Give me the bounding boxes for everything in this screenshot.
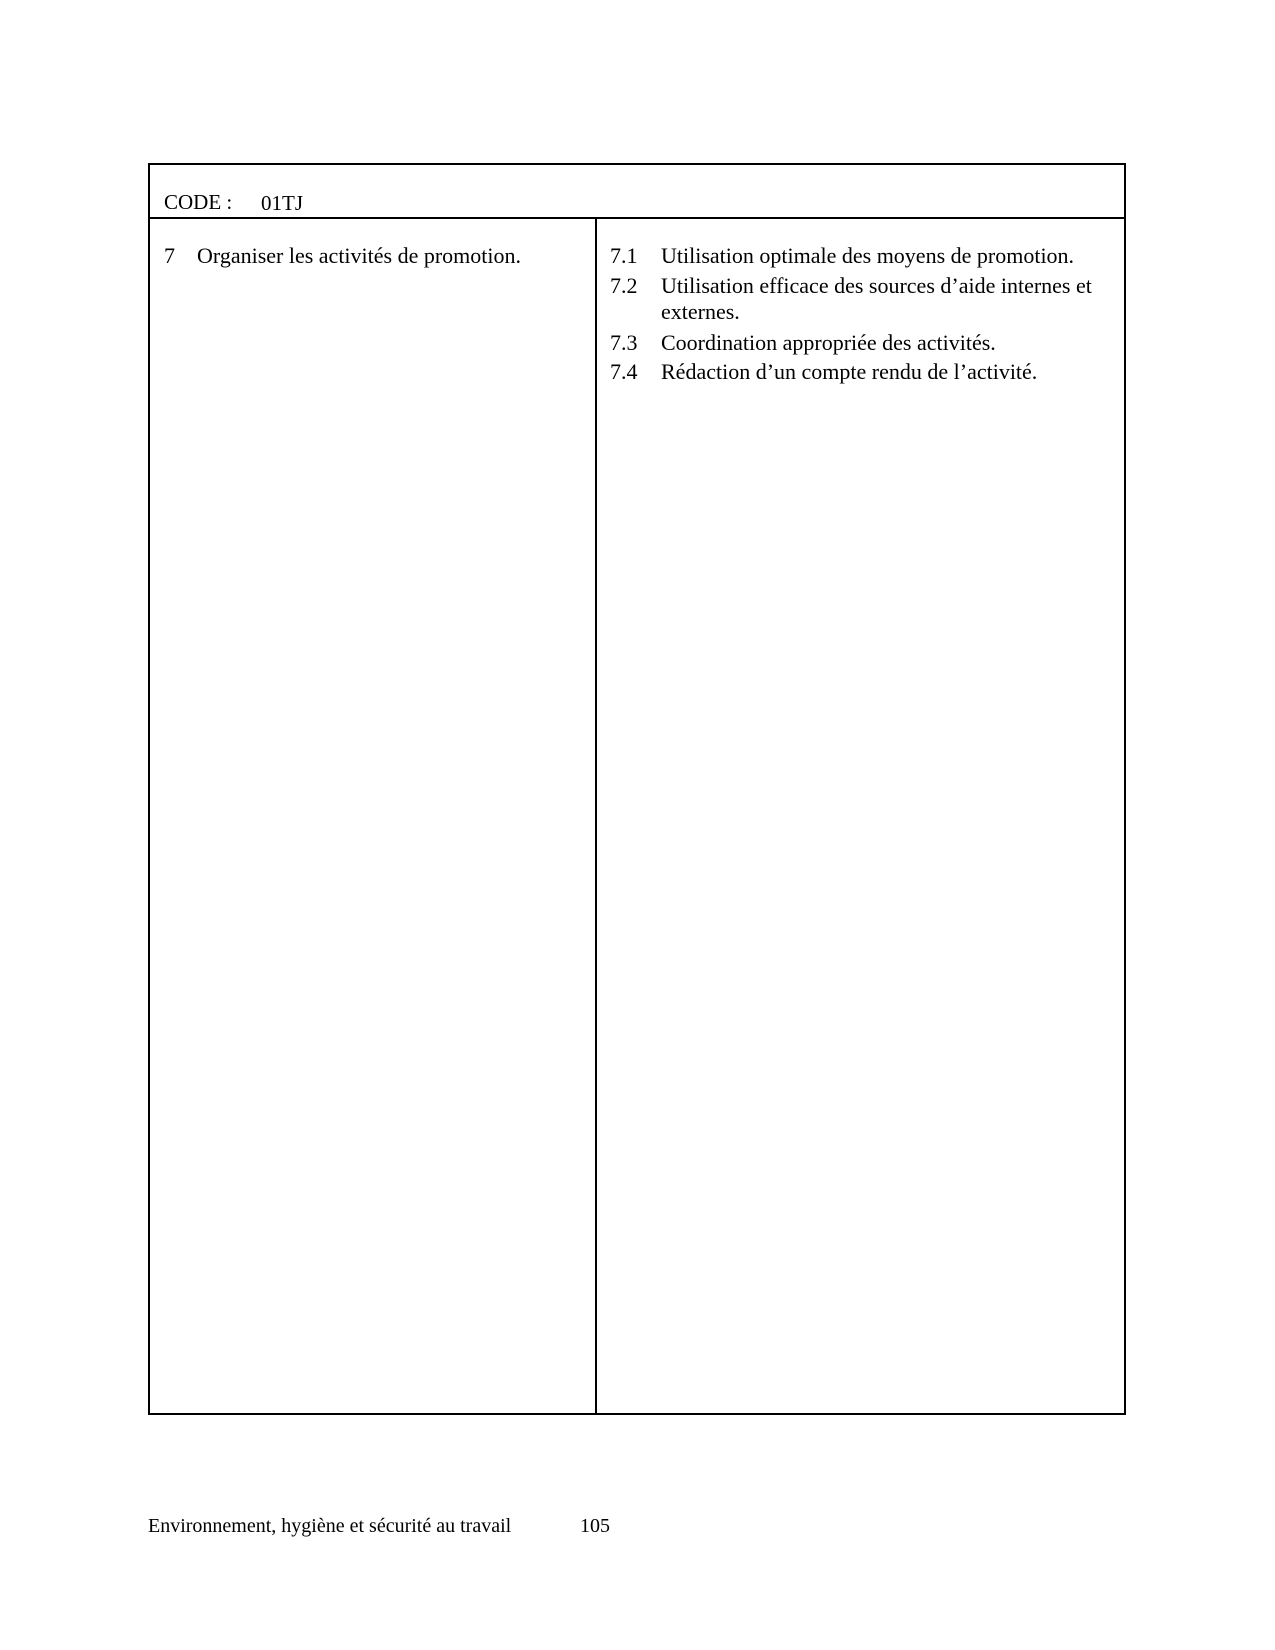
criterion-text: Utilisation optimale des moyens de promotion. [661,243,1075,268]
criterion-text: Utilisation efficace des sources d’aide internes et externes. [661,273,1092,324]
criterion-number: 7.3 [610,330,638,355]
competency-table [148,163,1126,1415]
criterion-number: 7.4 [610,359,638,384]
criterion-text: Coordination appropriée des activités. [661,330,996,355]
competency-text: Organiser les activités de promotion. [197,243,522,268]
criterion-number: 7.2 [610,273,638,298]
criterion-text: Rédaction d’un compte rendu de l’activité. [661,359,1038,384]
competency-number: 7 [164,243,175,268]
code-label: CODE : [164,190,233,214]
code-value: 01TJ [261,191,303,215]
footer-document-title: Environnement, hygiène et sécurité au travail [148,1515,512,1537]
code-row [150,165,1124,219]
competency-element-cell [150,217,595,1415]
footer-page-number: 105 [580,1515,610,1537]
performance-criteria-cell [597,217,1126,1415]
criterion-number: 7.1 [610,243,638,268]
